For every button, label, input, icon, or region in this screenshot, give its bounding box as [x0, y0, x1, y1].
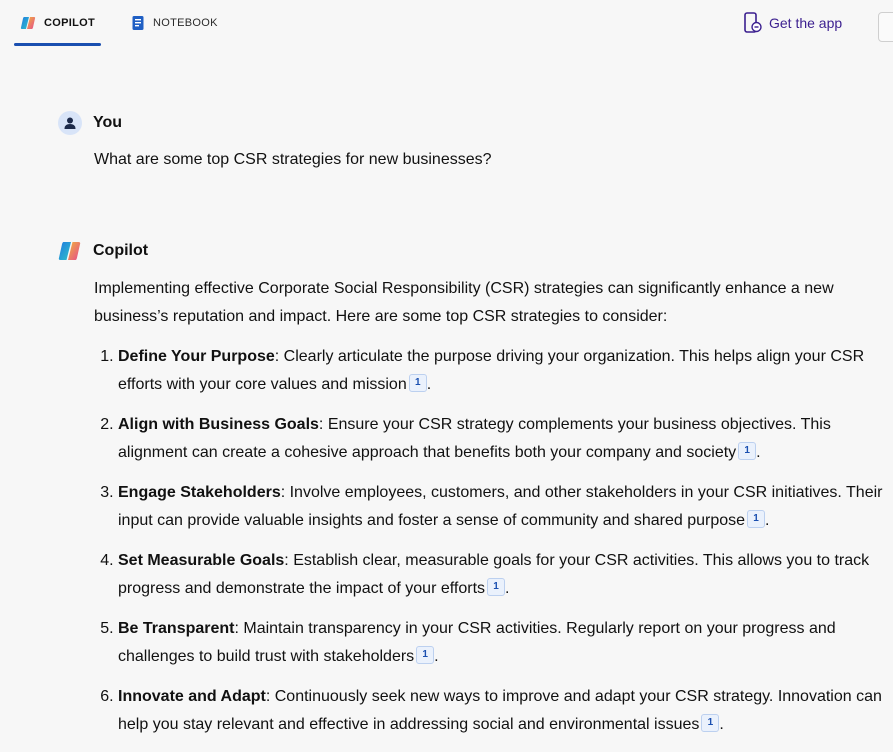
user-message-header	[58, 111, 122, 135]
tab-copilot-label: COPILOT	[44, 17, 95, 29]
tab-copilot[interactable]	[14, 0, 101, 46]
notebook-icon	[131, 15, 145, 31]
list-item: 6. Innovate and Adapt: Continuously seek new ways to improve and adapt your CSR strategy. Innovation can help you stay relevant and effective in addressing social and environmental issues 1 .	[118, 683, 893, 739]
tab-notebook[interactable]	[131, 0, 218, 46]
phone-chat-icon	[743, 12, 763, 34]
copilot-avatar-icon	[57, 239, 82, 263]
get-app-label: Get the app	[769, 15, 843, 31]
list-item-title: Be Transparent	[118, 620, 235, 637]
toolbar-edge-button[interactable]	[878, 12, 893, 42]
copilot-logo-icon	[20, 15, 36, 31]
citation-badge[interactable]: 1	[487, 578, 505, 596]
list-item: 1. Define Your Purpose: Clearly articulate the purpose driving your organization. This helps align your CSR efforts with your core values and mission 1 .	[118, 343, 893, 399]
get-app-button[interactable]	[743, 12, 842, 34]
list-item-text: Clearly articulate the purpose driving your organization. This helps align your CSR efforts with your core values and mission	[118, 348, 865, 393]
list-item-title: Align with Business Goals	[118, 416, 319, 433]
list-item-title: Define Your Purpose	[118, 348, 275, 365]
user-author: You	[93, 114, 123, 131]
tab-notebook-label: NOTEBOOK	[153, 17, 218, 29]
list-item: 5. Be Transparent: Maintain transparency in your CSR activities. Regularly report on your progress and challenges to build trust with stakeholders 1 .	[118, 615, 893, 671]
list-item: 2. Align with Business Goals: Ensure your CSR strategy complements your business objectives. This alignment can create a cohesive approach that benefits both your company and society 1 .	[118, 411, 893, 467]
list-item-title: Innovate and Adapt	[118, 688, 266, 705]
assistant-author: Copilot	[93, 242, 149, 259]
list-item-text: Establish clear, measurable goals for your CSR activities. This allows you to track progress and demonstrate the impact of your efforts	[118, 552, 870, 597]
list-item: 3. Engage Stakeholders: Involve employees, customers, and other stakeholders in your CSR initiatives. Their input can provide valuable insights and foster a sense of community and shared purpose 1 .	[118, 479, 893, 535]
citation-badge[interactable]: 1	[701, 714, 719, 732]
list-item: 4. Set Measurable Goals: Establish clear, measurable goals for your CSR activities. This allows you to track progress and demonstrate the impact of your efforts 1 .	[118, 547, 893, 603]
top-bar	[0, 0, 893, 48]
user-message-text: What are some top CSR strategies for new businesses?	[94, 151, 492, 168]
list-item-text: Continuously seek new ways to improve and adapt your CSR strategy. Innovation can help you stay relevant and effective in addressing social and environmental issues	[118, 688, 882, 733]
assistant-message-body	[94, 275, 893, 751]
citation-badge[interactable]: 1	[747, 510, 765, 528]
strategy-list	[94, 343, 893, 739]
assistant-message-header	[57, 239, 148, 263]
list-item-title: Engage Stakeholders	[118, 484, 281, 501]
citation-badge[interactable]: 1	[416, 646, 434, 664]
list-item-title: Set Measurable Goals	[118, 552, 285, 569]
assistant-intro: Implementing effective Corporate Social Responsibility (CSR) strategies can significantly enhance a new business’s reputation and impact. Here are some top CSR strategies to consider:	[94, 280, 834, 325]
citation-badge[interactable]: 1	[738, 442, 756, 460]
citation-badge[interactable]: 1	[409, 374, 427, 392]
list-item-text: Involve employees, customers, and other stakeholders in your CSR initiatives. Their input can provide valuable insights and foster a sense of community and shared purpose	[118, 484, 883, 529]
list-item-text: Ensure your CSR strategy complements your business objectives. This alignment can create a cohesive approach that benefits both your company and society	[118, 416, 831, 461]
user-avatar-icon	[58, 111, 82, 135]
list-item-text: Maintain transparency in your CSR activities. Regularly report on your progress and challenges to build trust with stakeholders	[118, 620, 836, 665]
